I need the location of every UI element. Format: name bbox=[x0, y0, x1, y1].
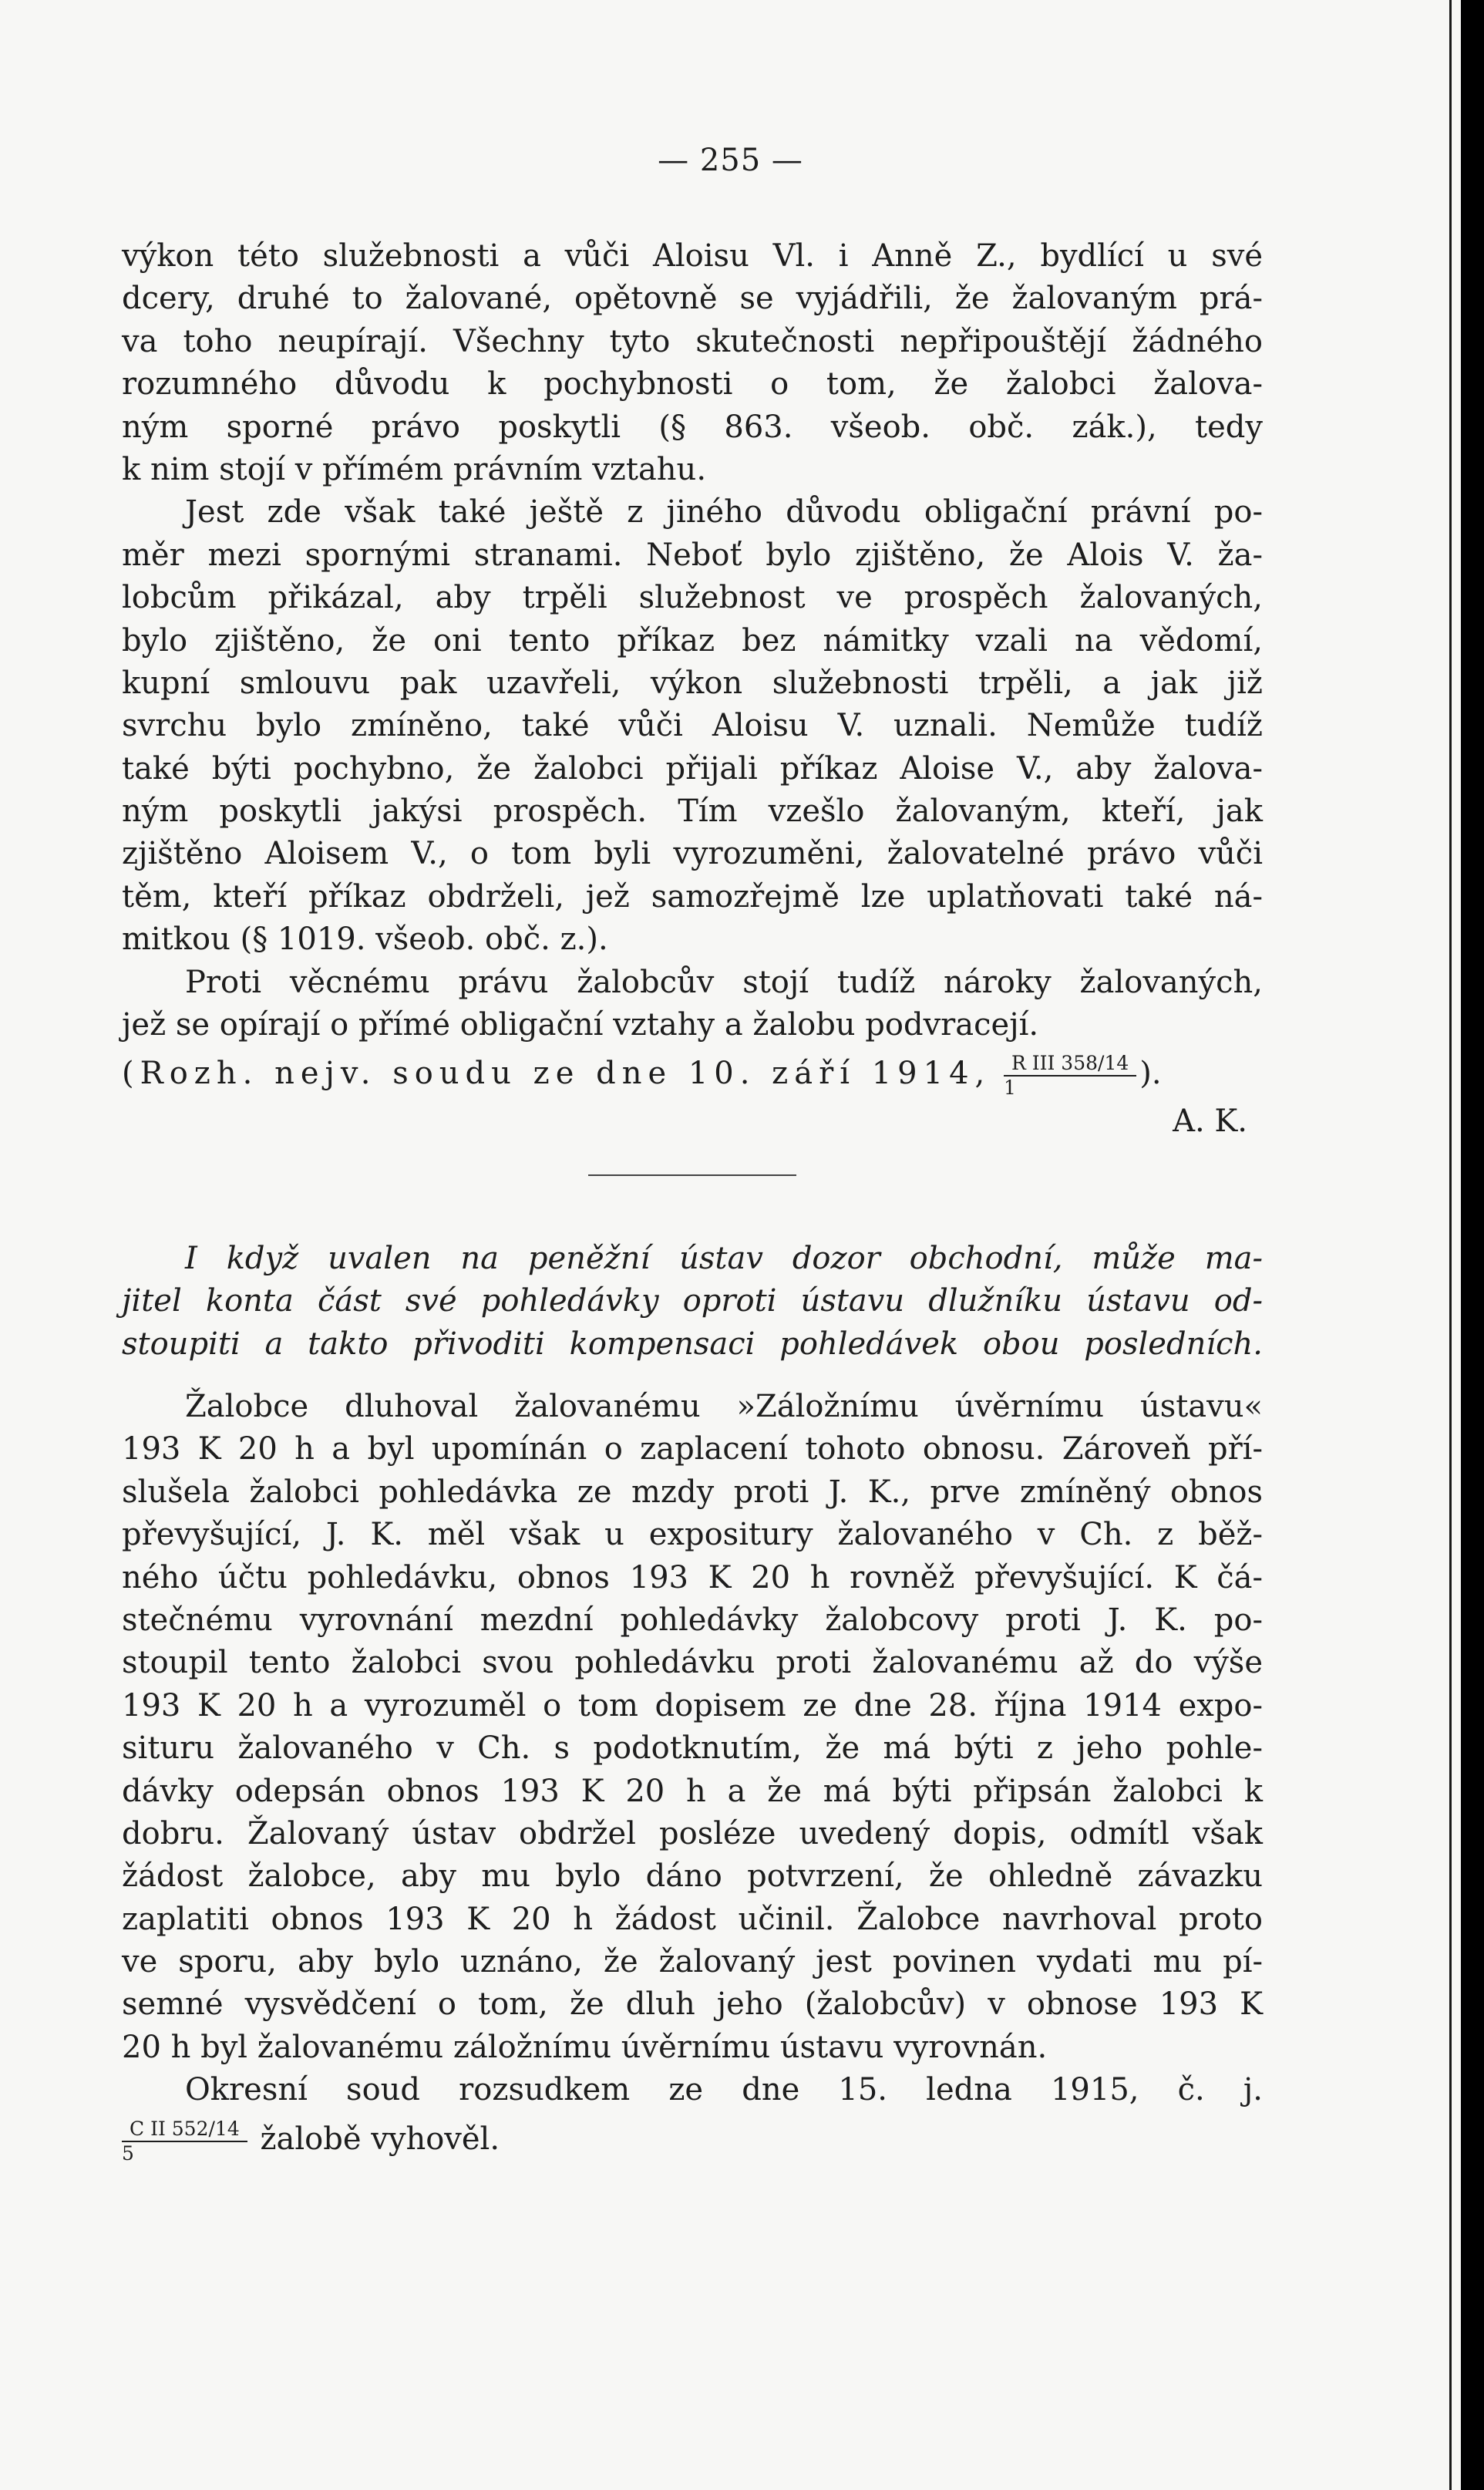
text-line: ného účtu pohledávku, obnos 193 K 20 h rovněž převyšující. K čá- bbox=[122, 1559, 1263, 1595]
scan-border bbox=[1461, 0, 1484, 2490]
text-line: kupní smlouvu pak uzavřeli, výkon služebnosti trpěli, a jak již bbox=[122, 665, 1263, 701]
text-line: Žalobce dluhoval žalovanému »Záložnímu úvěrnímu ústavu« bbox=[185, 1388, 1263, 1424]
paragraph-2 bbox=[122, 491, 1263, 961]
spacer bbox=[122, 1366, 1263, 1386]
text-line: k nim stojí v přímém právním vztahu. bbox=[122, 451, 707, 487]
text-line: jež se opírají o přímé obligační vztahy a žalobu podvracejí. bbox=[122, 1007, 1039, 1043]
text-line: 193 K 20 h a vyrozuměl o tom dopisem ze dne 28. října 1914 expo- bbox=[122, 1687, 1263, 1723]
text-line: žádost žalobce, aby mu bylo dáno potvrzení, že ohledně závazku bbox=[122, 1858, 1263, 1895]
text-line: 193 K 20 h a byl upomínán o zaplacení tohoto obnosu. Zároveň pří- bbox=[122, 1431, 1263, 1467]
text-line: ným sporné právo poskytli (§ 863. všeob. obč. zák.), tedy bbox=[122, 409, 1263, 445]
text-line: Proti věcnému právu žalobcův stojí tudíž nároky žalovaných, bbox=[185, 964, 1263, 1000]
text-line: dobru. Žalovaný ústav obdržel posléze uvedený dopis, odmítl však bbox=[122, 1815, 1263, 1851]
text-line: mitkou (§ 1019. všeob. obč. z.). bbox=[122, 922, 608, 958]
paragraph-5 bbox=[122, 2069, 1263, 2165]
section-divider bbox=[588, 1174, 796, 1176]
text-line: zjištěno Aloisem V., o tom byli vyrozuměni, žalovatelné právo vůči bbox=[122, 836, 1263, 872]
headnote-line: I když uvalen na peněžní ústav dozor obchodní, může ma- bbox=[185, 1240, 1263, 1276]
case-number: R III 358/14 bbox=[1004, 1052, 1136, 1077]
case-subnumber: 5 bbox=[122, 2141, 134, 2165]
citation-suffix: ). bbox=[1139, 1056, 1162, 1092]
case-subnumber: 1 bbox=[1003, 1077, 1016, 1100]
case-number: C II 552/14 bbox=[122, 2118, 247, 2142]
court-citation bbox=[122, 1046, 1263, 1100]
paragraph-3 bbox=[122, 962, 1263, 1047]
page-number: — 255 — bbox=[658, 143, 803, 178]
paragraph-1 bbox=[122, 235, 1263, 491]
text-line: bylo zjištěno, že oni tento příkaz bez námitky vzali na vědomí, bbox=[122, 622, 1263, 659]
page-edge-line bbox=[1449, 0, 1452, 2490]
author-initials: A. K. bbox=[1173, 1103, 1247, 1140]
case-number-fraction bbox=[122, 2118, 247, 2165]
text-line: měr mezi spornými stranami. Neboť bylo zjištěno, že Alois V. ža- bbox=[122, 537, 1263, 573]
text-line: výkon této služebnosti a vůči Aloisu Vl. i Anně Z., bydlící u své bbox=[122, 238, 1263, 274]
headnote-line: stoupiti a takto přivoditi kompensaci pohledávek obou posledních. bbox=[122, 1326, 1263, 1362]
text-line: těm, kteří příkaz obdrželi, jež samozřejmě lze uplatňovati také ná- bbox=[122, 878, 1263, 915]
text-line: svrchu bylo zmíněno, také vůči Aloisu V. uznali. Nemůže tudíž bbox=[122, 708, 1263, 744]
text-line: dcery, druhé to žalované, opětovně se vyjádřili, že žalovaným prá- bbox=[122, 281, 1263, 317]
page-content bbox=[122, 235, 1263, 2166]
citation-text: (Rozh. nejv. soudu ze dne 10. září 1914, bbox=[122, 1056, 991, 1092]
text-line: ným poskytli jakýsi prospěch. Tím vzešlo žalovaným, kteří, jak bbox=[122, 793, 1263, 830]
text-line: dávky odepsán obnos 193 K 20 h a že má býti připsán žalobci k bbox=[122, 1773, 1263, 1809]
text-line: 20 h byl žalovanému záložnímu úvěrnímu ústavu vyrovnán. bbox=[122, 2029, 1048, 2065]
text-line: rozumného důvodu k pochybnosti o tom, že žalobci žalova- bbox=[122, 366, 1263, 403]
citation-text: žalobě vyhověl. bbox=[260, 2121, 500, 2157]
text-line: ve sporu, aby bylo uznáno, že žalovaný jest povinen vydati mu pí- bbox=[122, 1944, 1263, 1980]
text-line: převyšující, J. K. měl však u expositury žalovaného v Ch. z běž- bbox=[122, 1517, 1263, 1553]
text-line: semné vysvědčení o tom, že dluh jeho (žalobcův) v obnose 193 K bbox=[122, 1986, 1263, 2023]
text-line: slušela žalobci pohledávka ze mzdy proti J. K., prve zmíněný obnos bbox=[122, 1474, 1263, 1510]
text-line: lobcům přikázal, aby trpěli služebnost ve prospěch žalovaných, bbox=[122, 580, 1263, 616]
text-line: Okresní soud rozsudkem ze dne 15. ledna 1915, č. j. bbox=[185, 2072, 1263, 2108]
court-citation bbox=[122, 2112, 1263, 2166]
text-line: situru žalovaného v Ch. s podotknutím, že má býti z jeho pohle- bbox=[122, 1730, 1263, 1767]
text-line: stečnému vyrovnání mezdní pohledávky žalobcovy proti J. K. po- bbox=[122, 1602, 1263, 1638]
text-line: stoupil tento žalobci svou pohledávku proti žalovanému až do výše bbox=[122, 1645, 1263, 1681]
text-line: také býti pochybno, že žalobci přijali příkaz Aloise V., aby žalova- bbox=[122, 750, 1263, 787]
text-line: Jest zde však také ještě z jiného důvodu obligační právní po- bbox=[185, 494, 1263, 531]
text-line: va toho neupírají. Všechny tyto skutečnosti nepřipouštějí žádného bbox=[122, 323, 1263, 359]
paragraph-4 bbox=[122, 1386, 1263, 2069]
headnote bbox=[122, 1238, 1263, 1366]
text-line: zaplatiti obnos 193 K 20 h žádost učinil. Žalobce navrhoval proto bbox=[122, 1901, 1263, 1937]
headnote-line: jitel konta část své pohledávky oproti ústavu dlužníku ústavu od- bbox=[122, 1283, 1263, 1319]
case-number-fraction bbox=[1004, 1052, 1136, 1100]
